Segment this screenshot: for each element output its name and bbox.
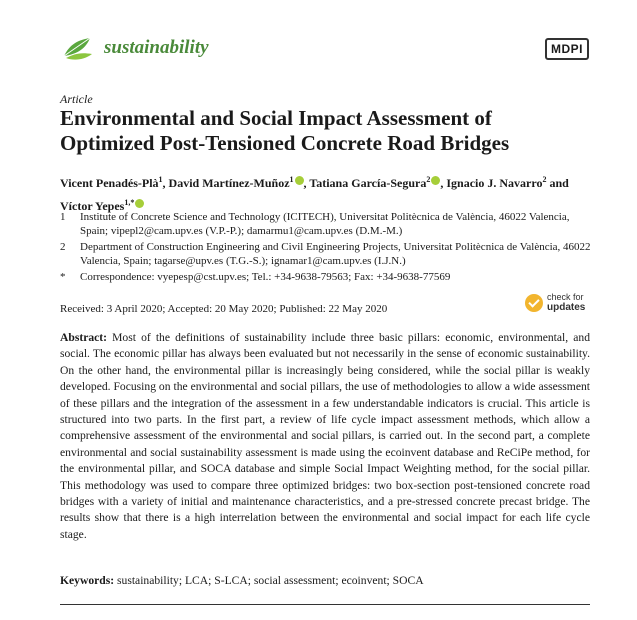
abstract (60, 330, 590, 543)
check-updates-line2: updates (547, 302, 586, 313)
publisher-logo (545, 38, 589, 60)
keywords-text: sustainability; LCA; S-LCA; social assessment; ecoinvent; SOCA (117, 574, 424, 587)
article-title: Environmental and Social Impact Assessment of Optimized Post-Tensioned Concrete Road Bridges (60, 106, 510, 155)
check-for-updates-badge[interactable] (525, 292, 585, 313)
publisher-name: MDPI (545, 38, 589, 60)
affiliation (60, 240, 600, 268)
author[interactable]: Tatiana García-Segura (309, 176, 427, 190)
correspondence (60, 270, 600, 284)
check-updates-text (547, 292, 585, 313)
check-updates-line1: check for (547, 292, 584, 302)
orcid-icon[interactable] (135, 199, 144, 208)
leaf-logo-icon (60, 34, 96, 62)
author-sup: 1,* (124, 198, 135, 207)
affiliations (60, 210, 600, 286)
author-sup: 1 (289, 175, 294, 184)
journal-name: sustainability (104, 37, 209, 58)
abstract-label: Abstract: (60, 331, 108, 344)
orcid-icon[interactable] (295, 176, 304, 185)
keywords (60, 574, 424, 587)
author[interactable]: Vicent Penadés-Plà (60, 176, 159, 190)
author[interactable]: Víctor Yepes (60, 199, 125, 213)
author-list: Vicent Penadés-Plà$^1$, David Martínez-Muñoz$^1$ , Tatiana García-Segura$^2$ , Ignacio J. Navarro$^2$ and Víctor Yepes$^{1,*}$ (60, 175, 569, 213)
author-sup: 2 (542, 175, 547, 184)
affiliation (60, 210, 600, 238)
affiliation-text: Institute of Concrete Science and Technology (ICITECH), Universitat Politècnica de València, 46022 Valencia, Spain; vipepl2@cam.upv.es (V.P.-P.); damarmu1@cam.upv.es (D.M.-M.) (80, 211, 570, 237)
orcid-icon[interactable] (431, 176, 440, 185)
abstract-text: Most of the definitions of sustainability include three basic pillars: economic, environmental, and social. The economic pillar has always been evaluated but not necessarily in the sense of economic sustainability. On the other hand, the environmental pillar is increasingly being considered, while the social pillar is weakly developed. Focusing on the environmental and social pillars, the use of methodologies to allow a wide assessment of these pillars and the integration of the assessment in a few understandable indicators is crucial. This article is structured into two parts. In the first part, a review of life cycle impact assessment methods, which allow a comprehensive assessment of the environmental and social pillars, is carried out. In the second part, a complete environmental and social sustainability assessment is made using the ecoinvent database and ReCiPe method, for the environmental pillar, and SOCA database and simple Social Impact Weighting method, for the social pillar. This methodology was used to compare three optimized bridges: two box-section post-tensioned concrete road bridges with a variety of initial and maintenance characteristics, and a pre-stressed concrete precast bridge. The results show that there is a high interrelation between the environmental and social impact for each life cycle stage. (60, 331, 590, 541)
check-updates-icon (525, 294, 543, 312)
publication-dates: Received: 3 April 2020; Accepted: 20 May 2020; Published: 22 May 2020 (60, 303, 388, 315)
keywords-label: Keywords: (60, 574, 115, 587)
divider (60, 604, 590, 605)
author-sup: 1 (158, 175, 163, 184)
author[interactable]: David Martínez-Muñoz (168, 176, 290, 190)
affiliation-mark: 2 (60, 241, 66, 253)
author-sup: 2 (426, 175, 431, 184)
affiliation-text: Department of Construction Engineering and Civil Engineering Projects, Universitat Politècnica de València, 46022 Valencia, Spain; tagarse@upv.es (T.G.-S.); ignamar1@cam.upv.es (I.J.N.) (80, 241, 591, 267)
article-type: Article (60, 92, 93, 106)
correspondence-text: Correspondence: vyepesp@cst.upv.es; Tel.: +34-9638-79563; Fax: +34-9638-77569 (80, 271, 451, 283)
journal-header (60, 34, 209, 62)
author[interactable]: Ignacio J. Navarro (446, 176, 543, 190)
affiliation-mark: * (60, 271, 66, 283)
affiliation-mark: 1 (60, 211, 66, 223)
